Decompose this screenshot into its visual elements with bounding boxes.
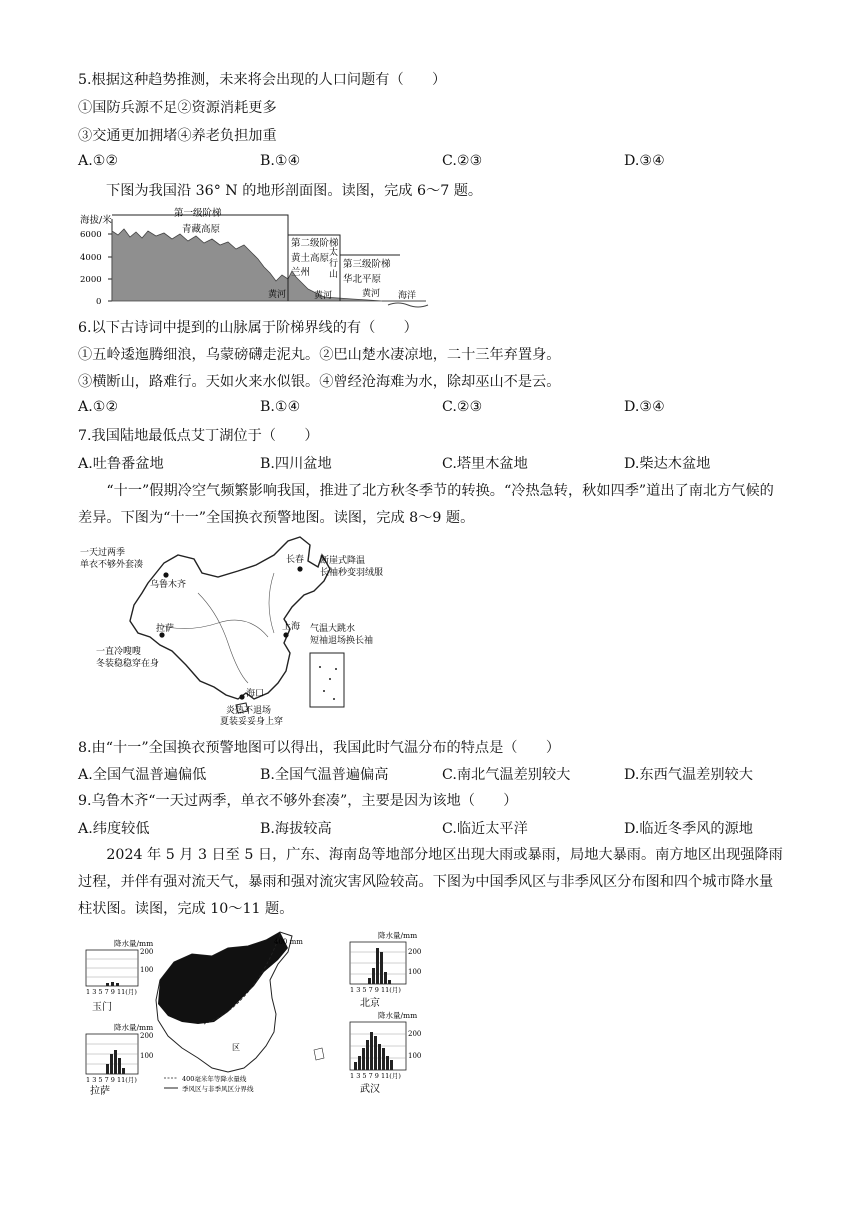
label-huanghe-2: 黄河: [314, 291, 333, 301]
q8-option-d: D.东西气温差别较大: [624, 767, 753, 783]
shanghai-note-1: 气温大跳水: [310, 624, 356, 634]
wuhan-axis-label: 降水量/mm: [378, 1011, 418, 1020]
label-lanzhou: 兰州: [291, 267, 311, 278]
terrain-profile-figure: [78, 205, 428, 309]
lhasa-label: 拉萨: [156, 624, 175, 634]
haikou-note-2: 夏装妥妥身上穿: [220, 717, 284, 727]
q5-items-b: ③交通更加拥堵④养老负担加重: [78, 128, 277, 144]
legend-isohyet: 400毫米年等降水量线: [182, 1075, 247, 1083]
label-step2: 第二级阶梯: [291, 238, 339, 249]
monsoon-map-figure: [78, 928, 428, 1096]
terrain-silhouette: [112, 229, 382, 301]
q7-option-a: A.吐鲁番盆地: [78, 456, 164, 472]
beijing-axis-label: 降水量/mm: [378, 931, 418, 940]
ytick-6000: 6000: [80, 230, 102, 240]
isohyet-label: 400 mm: [274, 938, 303, 946]
yumen-t200: 200: [140, 948, 154, 956]
clothing-warning-map: [78, 533, 384, 727]
q9-option-d: D.临近冬季风的源地: [624, 821, 753, 837]
q6-option-d: D.③④: [624, 399, 665, 415]
changchun-dot: [297, 566, 302, 571]
q5-option-c: C.②③: [442, 153, 483, 169]
urumqi-note-1: 一天过两季: [80, 548, 126, 558]
yumen-axis-label: 降水量/mm: [114, 939, 154, 948]
q6-option-b: B.①④: [260, 399, 301, 415]
q9-option-b: B.海拔较高: [260, 821, 332, 837]
q5-option-d: D.③④: [624, 153, 665, 169]
q7-stem: 7.我国陆地最低点艾丁湖位于（ ）: [78, 428, 319, 444]
lhasa-months: 1 3 5 7 9 11(月): [86, 1076, 137, 1084]
shanghai-note-2: 短袖退场换长袖: [310, 636, 374, 646]
q5-option-b: B.①④: [260, 153, 301, 169]
changchun-label: 长春: [286, 555, 305, 565]
beijing-precip-chart: [350, 930, 421, 1009]
q8-option-a: A.全国气温普遍偏低: [78, 767, 207, 783]
yumen-name: 玉门: [92, 1002, 112, 1013]
q8-option-c: C.南北气温差别较大: [442, 767, 571, 783]
q7-option-b: B.四川盆地: [260, 456, 332, 472]
label-taihang-2: 行: [329, 259, 339, 269]
haikou-note-1: 炎热不退场: [226, 706, 272, 716]
beijing-t100: 100: [408, 968, 422, 976]
intro-10-11: 2024 年 5 月 3 日至 5 日，广东、海南岛等地部分地区出现大雨或暴雨，局地大暴雨。南方地区出现强降雨过程，并伴有强对流天气，暴雨和强对流灾害风险较高。下图为中国季风区与非季风区分布图和四个城市降水量柱状图。读图，完成 10～11 题。: [78, 847, 783, 917]
lhasa-note-2: 冬装稳稳穿在身: [96, 659, 160, 669]
q5-option-a: A.①②: [78, 153, 119, 169]
q6-options: [78, 399, 778, 419]
label-huanghe-3: 黄河: [362, 289, 381, 299]
haikou-label: 海口: [246, 689, 265, 699]
yumen-t100: 100: [140, 966, 154, 974]
wuhan-months: 1 3 5 7 9 11(月): [350, 1072, 401, 1080]
label-huanghe-1: 黄河: [268, 290, 287, 300]
q8-options: [78, 764, 778, 784]
beijing-months: 1 3 5 7 9 11(月): [350, 986, 401, 994]
changchun-note-2: 长袖秒变羽绒服: [320, 568, 384, 578]
q7-option-d: D.柴达木盆地: [624, 456, 711, 472]
shanghai-dot: [283, 632, 288, 637]
q6-stem: 6.以下古诗词中提到的山脉属于阶梯界线的有（ ）: [78, 320, 418, 336]
region-label: 区: [232, 1043, 240, 1052]
label-haiyang: 海洋: [398, 291, 417, 301]
q9-option-c: C.临近太平洋: [442, 821, 528, 837]
lhasa-precip-chart: [86, 1022, 153, 1097]
q7-option-c: C.塔里木盆地: [442, 456, 528, 472]
intro-6-7: 下图为我国沿 36° N 的地形剖面图。读图，完成 6～7 题。: [106, 183, 483, 199]
lhasa-name: 拉萨: [90, 1086, 110, 1097]
lhasa-note-1: 一直冷嗖嗖: [96, 647, 142, 657]
q5-stem: 5.根据这种趋势推测，未来将会出现的人口问题有（ ）: [78, 72, 447, 88]
lhasa-axis-label: 降水量/mm: [114, 1023, 154, 1032]
ytick-2000: 2000: [80, 275, 102, 285]
shanghai-label: 上海: [282, 622, 301, 632]
q8-stem: 8.由“十一”全国换衣预警地图可以得出，我国此时气温分布的特点是（ ）: [78, 740, 561, 756]
q9-stem: 9.乌鲁木齐“一天过两季，单衣不够外套凑”，主要是因为该地（ ）: [78, 793, 518, 809]
q8-option-b: B.全国气温普遍偏高: [260, 767, 389, 783]
lhasa-t100: 100: [140, 1052, 154, 1060]
q6-option-c: C.②③: [442, 399, 483, 415]
label-step3: 第三级阶梯: [343, 259, 391, 270]
ytick-4000: 4000: [80, 253, 102, 263]
changchun-note-1: 断崖式降温: [320, 556, 366, 566]
wuhan-name: 武汉: [360, 1084, 380, 1095]
urumqi-label: 乌鲁木齐: [150, 580, 187, 590]
beijing-name: 北京: [360, 998, 380, 1009]
q9-options: [78, 818, 778, 838]
label-huabei: 华北平原: [343, 274, 382, 285]
haikou-dot: [239, 694, 244, 699]
profile-ylabel: 海拔/米: [80, 215, 112, 226]
label-taihang-1: 太: [329, 248, 339, 258]
q5-items-a: ①国防兵源不足②资源消耗更多: [78, 100, 277, 116]
q9-option-a: A.纬度较低: [78, 821, 150, 837]
q7-options: [78, 453, 778, 473]
label-step1: 第一级阶梯: [174, 208, 222, 219]
urumqi-note-2: 单衣不够外套凑: [80, 560, 144, 570]
label-qingzang: 青藏高原: [182, 224, 221, 235]
q6-poem-a: ①五岭逶迤腾细浪，乌蒙磅礴走泥丸。②巴山楚水凄凉地，二十三年弃置身。: [78, 347, 561, 363]
yumen-precip-chart: [86, 938, 153, 1013]
wuhan-t100: 100: [408, 1052, 422, 1060]
urumqi-dot: [163, 572, 168, 577]
beijing-t200: 200: [408, 948, 422, 956]
ytick-0: 0: [96, 297, 102, 307]
lhasa-t200: 200: [140, 1032, 154, 1040]
q5-options: [78, 153, 778, 173]
q6-option-a: A.①②: [78, 399, 119, 415]
yumen-months: 1 3 5 7 9 11(月): [86, 988, 137, 996]
south-sea-inset: [310, 653, 344, 707]
wuhan-precip-chart: [350, 1010, 421, 1095]
label-taihang-3: 山: [329, 270, 339, 280]
legend-boundary: 季风区与非季风区分界线: [182, 1085, 254, 1093]
label-huangtu: 黄土高原: [291, 253, 330, 264]
q6-poem-b: ③横断山，路难行。天如火来水似银。④曾经沧海难为水，除却巫山不是云。: [78, 374, 561, 390]
wuhan-t200: 200: [408, 1030, 422, 1038]
intro-8-9: “十一”假期冷空气频繁影响我国，推进了北方秋冬季节的转换。“冷热急转，秋如四季”道出了南北方气候的差异。下图为“十一”全国换衣预警地图。读图，完成 8～9 题。: [78, 483, 774, 526]
